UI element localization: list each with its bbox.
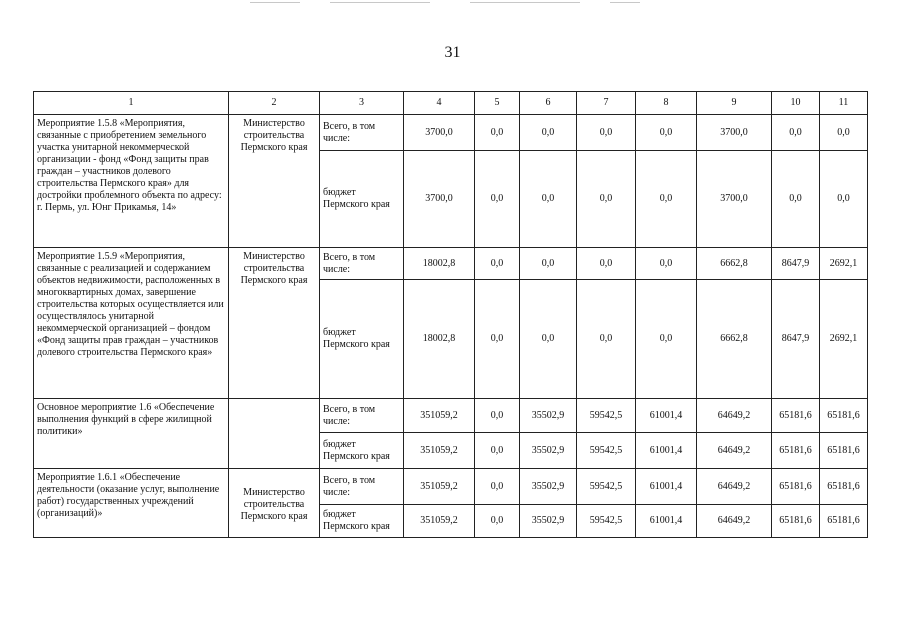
value-cell: 8647,9 — [772, 280, 820, 399]
column-header: 6 — [520, 92, 577, 115]
value-cell: 0,0 — [475, 248, 520, 280]
value-cell: 0,0 — [820, 115, 868, 151]
value-cell: 351059,2 — [404, 433, 475, 469]
executor-cell: Министерство строительства Пермского края — [229, 469, 320, 538]
value-cell: 64649,2 — [697, 433, 772, 469]
value-cell: 0,0 — [520, 280, 577, 399]
header-row — [34, 92, 868, 115]
value-cell: 0,0 — [772, 115, 820, 151]
value-cell: 65181,6 — [820, 469, 868, 505]
table-row — [34, 399, 868, 433]
value-cell: 351059,2 — [404, 469, 475, 505]
executor-cell — [229, 399, 320, 469]
scan-edge-line — [330, 2, 430, 3]
table-row — [34, 115, 868, 151]
column-header: 8 — [636, 92, 697, 115]
value-cell: 3700,0 — [697, 115, 772, 151]
value-cell: 0,0 — [520, 115, 577, 151]
value-cell: 0,0 — [475, 505, 520, 538]
value-cell: 3700,0 — [404, 151, 475, 248]
value-cell: 65181,6 — [772, 433, 820, 469]
value-cell: 0,0 — [475, 115, 520, 151]
scan-edge-line — [250, 2, 300, 3]
value-cell: 0,0 — [636, 151, 697, 248]
value-cell: 61001,4 — [636, 433, 697, 469]
value-cell: 0,0 — [577, 115, 636, 151]
funding-source: Всего, в том числе: — [320, 469, 404, 505]
value-cell: 0,0 — [772, 151, 820, 248]
value-cell: 65181,6 — [772, 469, 820, 505]
funding-source: бюджет Пермского края — [320, 151, 404, 248]
value-cell: 8647,9 — [772, 248, 820, 280]
value-cell: 65181,6 — [820, 399, 868, 433]
value-cell: 18002,8 — [404, 280, 475, 399]
value-cell: 0,0 — [475, 151, 520, 248]
value-cell: 0,0 — [475, 280, 520, 399]
value-cell: 64649,2 — [697, 469, 772, 505]
value-cell: 0,0 — [520, 248, 577, 280]
activity-name: Основное мероприятие 1.6 «Обеспечение выполнения функций в сфере жилищной политики» — [34, 399, 229, 469]
value-cell: 59542,5 — [577, 399, 636, 433]
value-cell: 0,0 — [475, 399, 520, 433]
column-header: 5 — [475, 92, 520, 115]
value-cell: 64649,2 — [697, 505, 772, 538]
column-header: 10 — [772, 92, 820, 115]
column-header: 7 — [577, 92, 636, 115]
value-cell: 0,0 — [577, 248, 636, 280]
value-cell: 0,0 — [577, 151, 636, 248]
funding-source: Всего, в том числе: — [320, 248, 404, 280]
value-cell: 35502,9 — [520, 399, 577, 433]
activity-name: Мероприятие 1.6.1 «Обеспечение деятельности (оказание услуг, выполнение работ) государственных учреждений (организаций)» — [34, 469, 229, 538]
value-cell: 59542,5 — [577, 505, 636, 538]
value-cell: 61001,4 — [636, 399, 697, 433]
value-cell: 65181,6 — [820, 505, 868, 538]
funding-source: бюджет Пермского края — [320, 505, 404, 538]
funding-source: Всего, в том числе: — [320, 399, 404, 433]
scan-edge-line — [610, 2, 640, 3]
value-cell: 0,0 — [475, 469, 520, 505]
value-cell: 35502,9 — [520, 469, 577, 505]
executor-cell: Министерство строительства Пермского края — [229, 248, 320, 399]
value-cell: 59542,5 — [577, 469, 636, 505]
value-cell: 18002,8 — [404, 248, 475, 280]
value-cell: 0,0 — [520, 151, 577, 248]
value-cell: 35502,9 — [520, 505, 577, 538]
value-cell: 3700,0 — [697, 151, 772, 248]
value-cell: 61001,4 — [636, 469, 697, 505]
column-header: 1 — [34, 92, 229, 115]
activity-name: Мероприятие 1.5.8 «Мероприятия, связанные с приобретением земельного участка унитарной некоммерческой организации - фонд «Фонд защиты прав граждан – участников долевого строительства Пермского края» для достройки проблемного объекта по адресу: г. Пермь, ул. Юнг Прикамья, 14» — [34, 115, 229, 248]
column-header: 9 — [697, 92, 772, 115]
value-cell: 0,0 — [820, 151, 868, 248]
column-header: 2 — [229, 92, 320, 115]
column-header: 11 — [820, 92, 868, 115]
value-cell: 65181,6 — [772, 399, 820, 433]
value-cell: 351059,2 — [404, 399, 475, 433]
value-cell: 35502,9 — [520, 433, 577, 469]
value-cell: 65181,6 — [772, 505, 820, 538]
value-cell: 2692,1 — [820, 280, 868, 399]
value-cell: 6662,8 — [697, 280, 772, 399]
value-cell: 0,0 — [475, 433, 520, 469]
column-header: 3 — [320, 92, 404, 115]
value-cell: 61001,4 — [636, 505, 697, 538]
funding-source: бюджет Пермского края — [320, 280, 404, 399]
value-cell: 0,0 — [636, 115, 697, 151]
page-number: 31 — [444, 44, 461, 61]
value-cell: 0,0 — [636, 280, 697, 399]
funding-source: бюджет Пермского края — [320, 433, 404, 469]
executor-cell: Министерство строительства Пермского края — [229, 115, 320, 248]
column-header: 4 — [404, 92, 475, 115]
budget-table — [33, 91, 868, 538]
value-cell: 2692,1 — [820, 248, 868, 280]
value-cell: 0,0 — [636, 248, 697, 280]
value-cell: 351059,2 — [404, 505, 475, 538]
table-row — [34, 248, 868, 280]
value-cell: 64649,2 — [697, 399, 772, 433]
value-cell: 3700,0 — [404, 115, 475, 151]
value-cell: 65181,6 — [820, 433, 868, 469]
value-cell: 0,0 — [577, 280, 636, 399]
value-cell: 59542,5 — [577, 433, 636, 469]
table-row — [34, 469, 868, 505]
funding-source: Всего, в том числе: — [320, 115, 404, 151]
activity-name: Мероприятие 1.5.9 «Мероприятия, связанные с реализацией и содержанием объектов недвижимости, расположенных в многоквартирных домах, завершение строительства которых осуществляется или осуществлялось унитарной некоммерческой организацией – фондом «Фонд защиты прав граждан – участников долевого строительства Пермского края» — [34, 248, 229, 399]
value-cell: 6662,8 — [697, 248, 772, 280]
scan-edge-line — [470, 2, 580, 3]
